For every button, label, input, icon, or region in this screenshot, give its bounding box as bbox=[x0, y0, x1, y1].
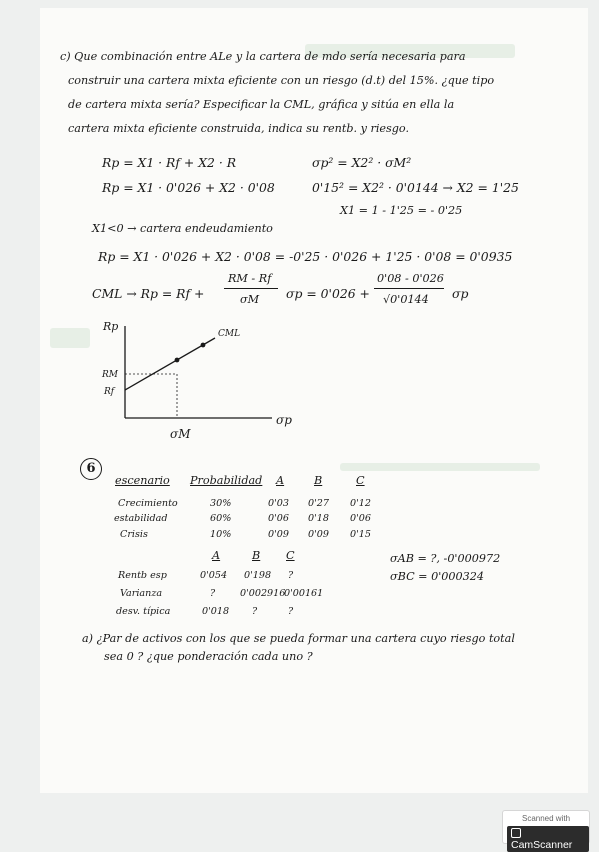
stats-header-a: A bbox=[212, 549, 221, 562]
camscanner-logo-icon bbox=[511, 828, 521, 838]
covariance-bc: σBC = 0'000324 bbox=[390, 570, 485, 583]
question-a-line-2: sea 0 ? ¿que ponderación cada uno ? bbox=[104, 650, 313, 663]
probability: 60% bbox=[210, 513, 232, 524]
return-b: 0'09 bbox=[308, 529, 329, 540]
rf-label: Rf bbox=[104, 387, 115, 397]
sigma-m-label: σM bbox=[170, 427, 191, 441]
probability: 30% bbox=[210, 498, 232, 509]
stat-name: Rentb esp bbox=[118, 570, 167, 581]
stat-a: 0'054 bbox=[200, 570, 228, 581]
stat-b: 0'198 bbox=[244, 570, 272, 581]
stat-a: 0'018 bbox=[202, 606, 230, 617]
stat-a: ? bbox=[210, 588, 216, 599]
cml-mid: σp = 0'026 + bbox=[286, 286, 370, 301]
question-a-line-1: a) ¿Par de activos con los que se pueda formar una cartera cuyo riesgo total bbox=[82, 632, 515, 645]
stat-name: desv. típica bbox=[116, 606, 171, 617]
scenario-name: Crisis bbox=[120, 529, 148, 540]
stat-b: 0'002916 bbox=[240, 588, 286, 599]
cml-lhs: CML → Rp = Rf + bbox=[92, 286, 205, 301]
table-header-c: C bbox=[356, 474, 365, 487]
covariance-ab: σAB = ?, -0'000972 bbox=[390, 552, 501, 565]
rm-label: RM bbox=[102, 370, 118, 380]
probability: 10% bbox=[210, 529, 232, 540]
variance-values-formula: 0'15² = X2² · 0'0144 → X2 = 1'25 bbox=[312, 180, 519, 195]
cml-fraction-numerator: RM - Rf bbox=[228, 272, 272, 285]
return-c: 0'15 bbox=[350, 529, 371, 540]
scenario-name: estabilidad bbox=[114, 513, 168, 524]
debt-portfolio-note: X1<0 → cartera endeudamiento bbox=[92, 222, 273, 235]
cml-fraction2-denominator: √0'0144 bbox=[383, 293, 429, 306]
stat-c: ? bbox=[288, 606, 294, 617]
variance-general-formula: σp² = X2² · σM² bbox=[312, 155, 412, 170]
x1-result: X1 = 1 - 1'25 = - 0'25 bbox=[340, 204, 463, 217]
exercise-number: 6 bbox=[80, 458, 102, 480]
stat-c: 0'00161 bbox=[284, 588, 324, 599]
stat-name: Varianza bbox=[120, 588, 163, 599]
stat-b: ? bbox=[252, 606, 258, 617]
x-axis-label: σp bbox=[276, 413, 292, 427]
mixed-portfolio-point bbox=[201, 343, 206, 348]
watermark-brand bbox=[507, 826, 589, 852]
stats-header-b: B bbox=[252, 549, 261, 562]
return-c: 0'06 bbox=[350, 513, 371, 524]
question-line-2: construir una cartera mixta eficiente con un riesgo (d.t) del 15%. ¿que tipo bbox=[68, 74, 495, 87]
rp-values-formula: Rp = X1 · 0'026 + X2 · 0'08 bbox=[102, 180, 275, 195]
table-header-b: B bbox=[314, 474, 323, 487]
stats-header-c: C bbox=[286, 549, 295, 562]
rp-result: Rp = X1 · 0'026 + X2 · 0'08 = -0'25 · 0'026 + 1'25 · 0'08 = 0'0935 bbox=[98, 249, 513, 264]
return-b: 0'18 bbox=[308, 513, 329, 524]
cml-end: σp bbox=[452, 286, 469, 301]
stat-c: ? bbox=[288, 570, 294, 581]
market-point bbox=[175, 358, 180, 363]
question-line-4: cartera mixta eficiente construida, indica su rentb. y riesgo. bbox=[68, 122, 410, 135]
y-axis-label: Rp bbox=[103, 320, 119, 333]
cml-graph bbox=[100, 318, 310, 448]
table-header-probability: Probabilidad bbox=[190, 474, 263, 487]
fraction-bar bbox=[224, 288, 278, 289]
table-header-a: A bbox=[276, 474, 285, 487]
question-line-3: de cartera mixta sería? Especificar la CML, gráfica y sitúa en ella la bbox=[68, 98, 455, 111]
cml-fraction-denominator: σM bbox=[240, 293, 260, 306]
return-a: 0'03 bbox=[268, 498, 289, 509]
watermark-caption: Scanned with bbox=[521, 814, 571, 823]
scenario-name: Crecimiento bbox=[118, 498, 178, 509]
rp-general-formula: Rp = X1 · Rf + X2 · R bbox=[102, 155, 237, 170]
cml-label: CML bbox=[218, 329, 241, 339]
watermark-brand-text: CamScanner bbox=[511, 839, 573, 851]
scanned-page bbox=[40, 8, 588, 793]
question-line-1: c) Que combinación entre ALe y la cartera de mdo sería necesaria para bbox=[60, 50, 466, 63]
return-b: 0'27 bbox=[308, 498, 329, 509]
bleed-through bbox=[50, 328, 90, 348]
table-header-scenario: escenario bbox=[115, 474, 170, 487]
fraction-bar bbox=[374, 288, 444, 289]
return-c: 0'12 bbox=[350, 498, 371, 509]
camscanner-watermark bbox=[502, 810, 590, 851]
cml-fraction2-numerator: 0'08 - 0'026 bbox=[377, 272, 444, 285]
return-a: 0'06 bbox=[268, 513, 289, 524]
bleed-through bbox=[340, 463, 540, 471]
return-a: 0'09 bbox=[268, 529, 289, 540]
